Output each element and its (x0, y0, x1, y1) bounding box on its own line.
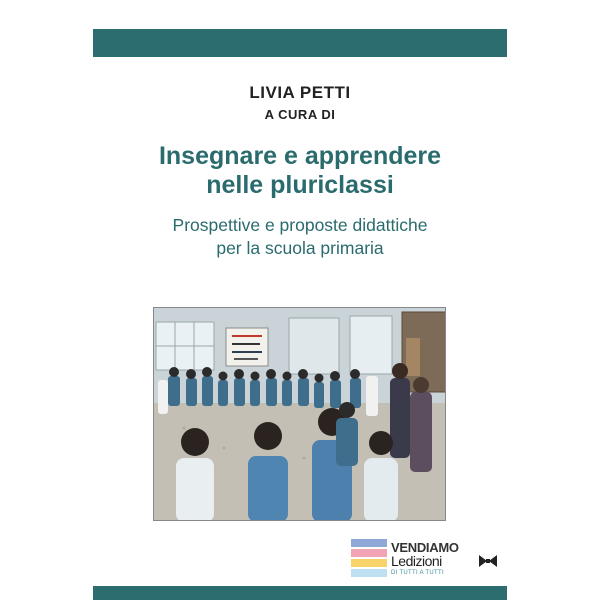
book-subtitle (93, 214, 507, 260)
book-title (93, 142, 507, 200)
publisher-tagline: DI TUTTI A TUTTI (391, 570, 444, 576)
book-cover (93, 0, 507, 600)
classroom-photo (153, 307, 446, 521)
publisher-stripes (351, 539, 387, 579)
subtitle-line-2: per la scuola primaria (216, 238, 384, 258)
stripe-3 (351, 559, 387, 567)
stripe-1 (351, 539, 387, 547)
stripe-2 (351, 549, 387, 557)
curator-note: A CURA DI (264, 107, 336, 122)
title-line-1: Insegnare e apprendere (158, 142, 442, 170)
bow-icon (479, 555, 497, 567)
author-name: LIVIA PETTI (249, 83, 351, 102)
title-line-2: nelle pluriclassi (206, 171, 394, 199)
publisher-line-1: VENDIAMO (391, 540, 459, 555)
top-band (93, 29, 507, 57)
publisher-logo (351, 539, 501, 579)
stripe-4 (351, 569, 387, 577)
publisher-name: Ledizioni (391, 553, 442, 569)
bottom-band (93, 586, 507, 600)
subtitle-line-1: Prospettive e proposte didattiche (172, 215, 428, 235)
